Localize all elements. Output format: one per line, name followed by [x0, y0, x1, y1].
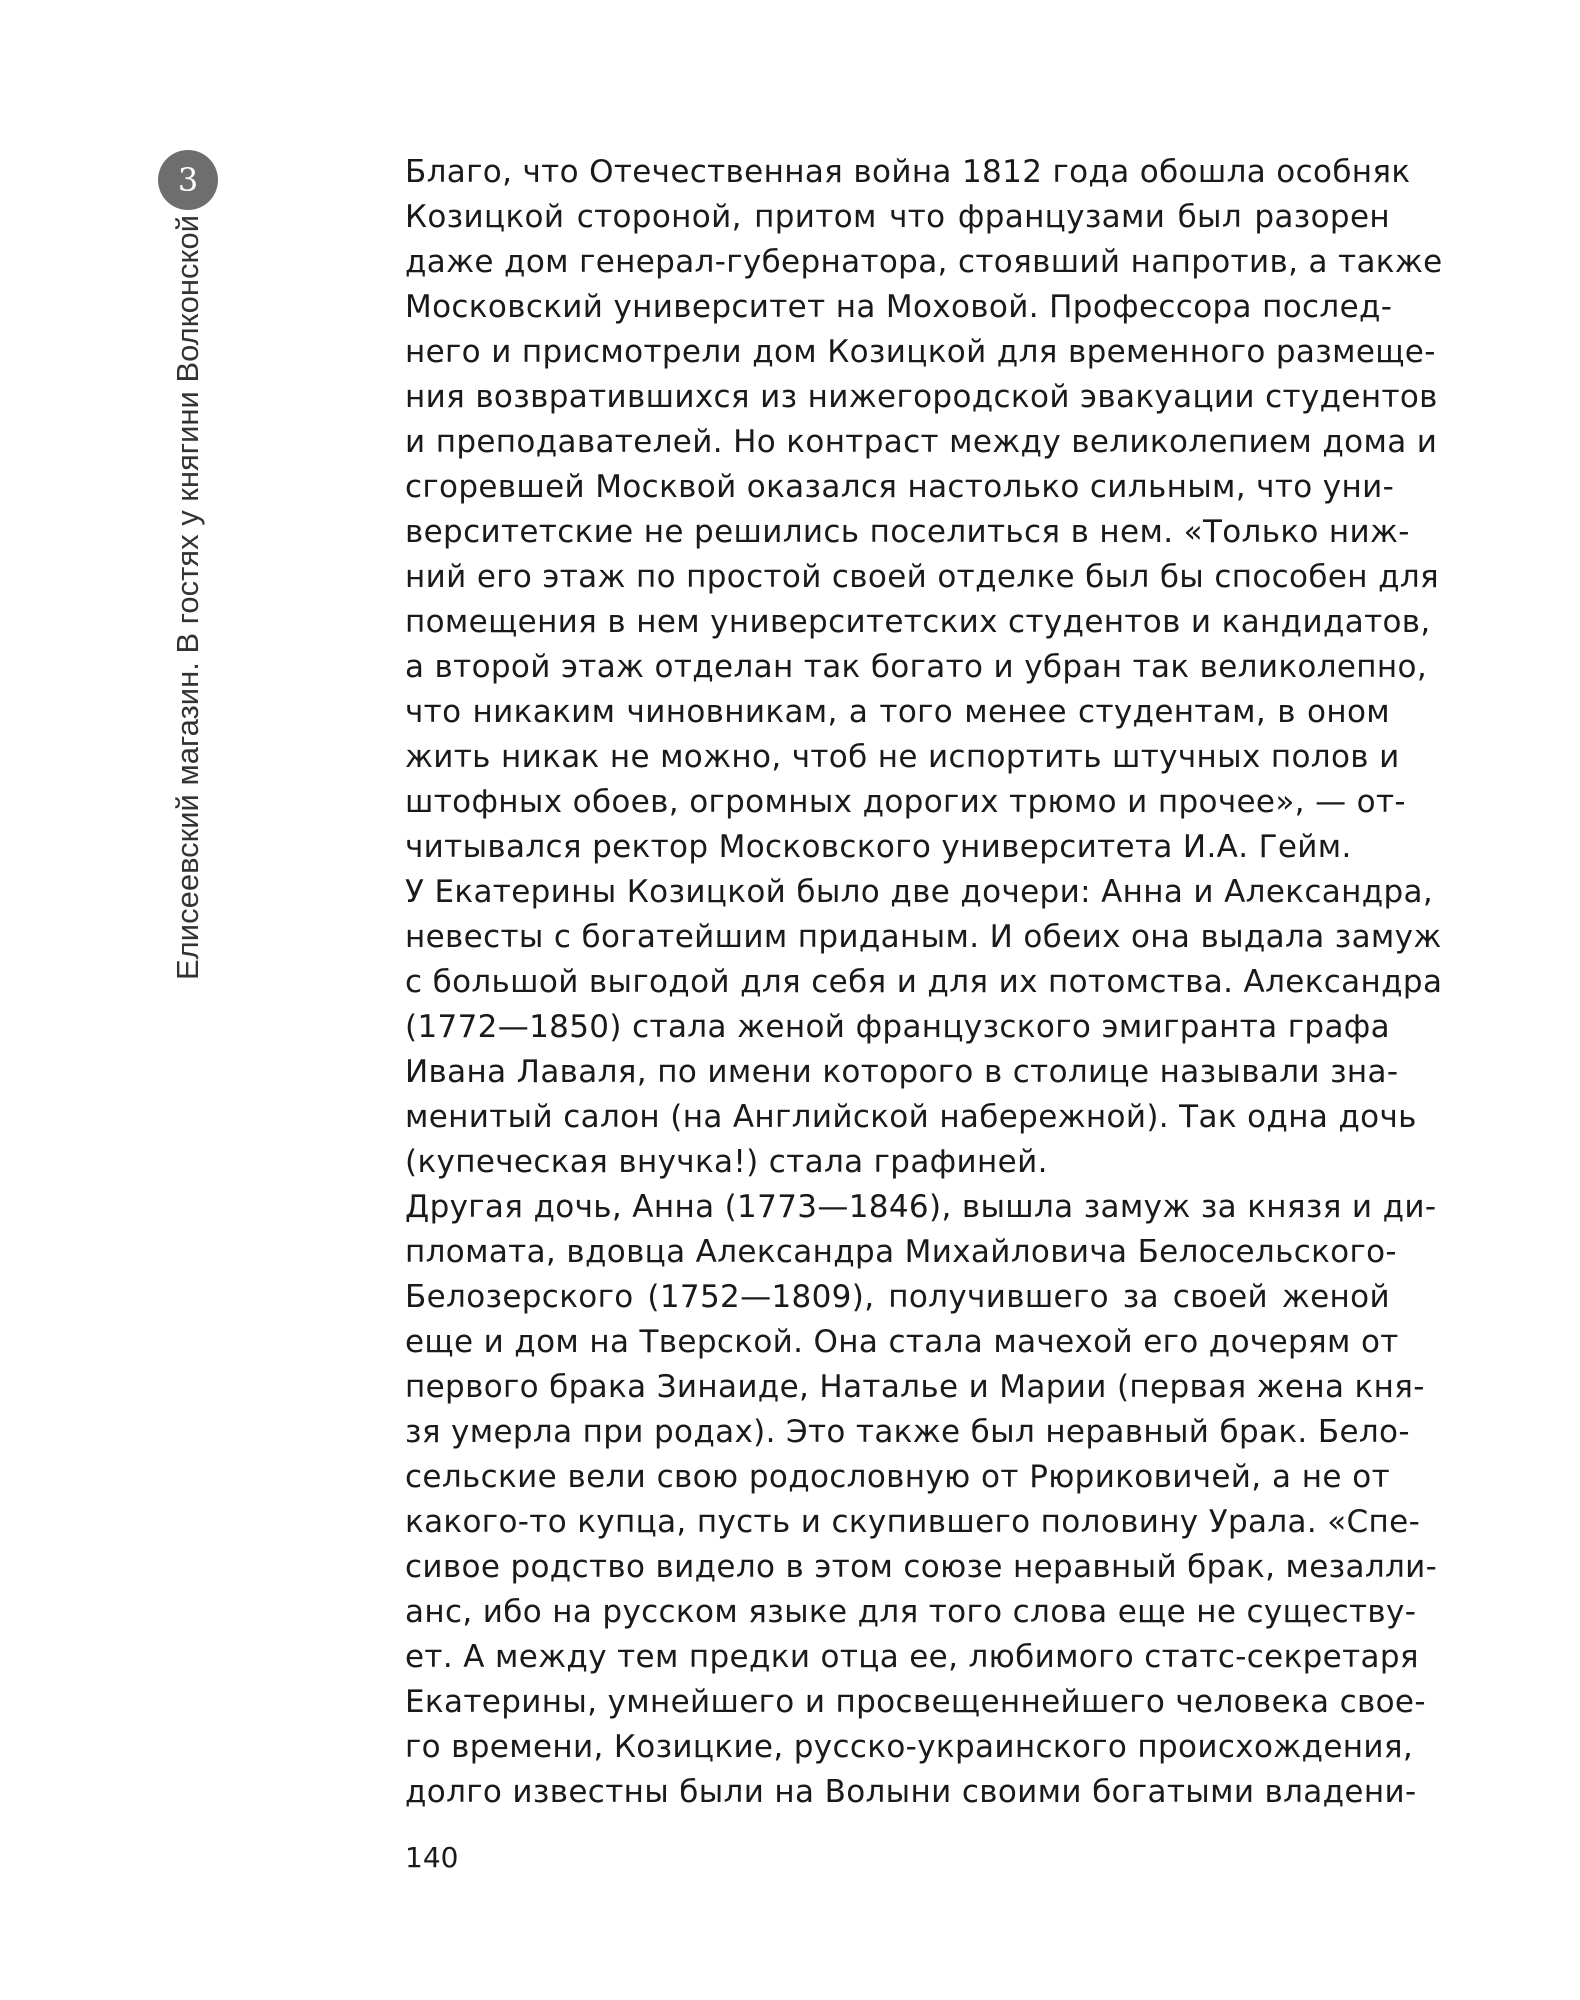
- chapter-number-badge: 3: [158, 150, 218, 210]
- text-line: зя умерла при родах). Это также был неравный брак. Бело-: [405, 1414, 1410, 1450]
- text-line: еще и дом на Тверской. Она стала мачехой его дочерям от: [405, 1324, 1399, 1360]
- text-line: сивое родство видело в этом союзе неравный брак, мезалли-: [405, 1549, 1438, 1585]
- paragraph-1: [405, 150, 1443, 870]
- running-head-title: Елисеевский магазин. В гостях у княгини Волконской: [170, 214, 205, 980]
- text-line: невесты с богатейшим приданым. И обеих она выдала замуж: [405, 919, 1442, 955]
- text-line: с большой выгодой для себя и для их потомства. Александра: [405, 964, 1443, 1000]
- page-number: 140: [405, 1841, 459, 1874]
- text-line: пломата, вдовца Александра Михайловича Белосельского-: [405, 1234, 1397, 1270]
- text-line: долго известны были на Волыни своими богатыми владени-: [405, 1774, 1417, 1810]
- text-line: Козицкой стороной, притом что французами был разорен: [405, 199, 1390, 235]
- text-line: сельские вели свою родословную от Рюриковичей, а не от: [405, 1459, 1390, 1495]
- text-line: первого брака Зинаиде, Наталье и Марии (первая жена кня-: [405, 1369, 1425, 1405]
- text-line: У Екатерины Козицкой было две дочери: Анна и Александра,: [405, 874, 1434, 910]
- text-line: штофных обоев, огромных дорогих трюмо и прочее», — от-: [405, 784, 1406, 820]
- body-text: [405, 150, 1443, 1815]
- text-line: Другая дочь, Анна (1773—1846), вышла замуж за князя и ди-: [405, 1189, 1437, 1225]
- text-line: ний его этаж по простой своей отделке был бы способен для: [405, 559, 1440, 595]
- text-line: помещения в нем университетских студентов и кандидатов,: [405, 604, 1431, 640]
- text-line: и преподавателей. Но контраст между великолепием дома и: [405, 424, 1438, 460]
- text-line: (купеческая внучка!) стала графиней.: [405, 1144, 1048, 1180]
- text-line: жить никак не можно, чтоб не испортить штучных полов и: [405, 739, 1400, 775]
- text-line: менитый салон (на Английской набережной). Так одна дочь: [405, 1099, 1417, 1135]
- text-line: (1772—1850) стала женой французского эмигранта графа: [405, 1009, 1390, 1045]
- text-line: читывался ректор Московского университета И.А. Гейм.: [405, 829, 1352, 865]
- text-line: даже дом генерал-губернатора, стоявший напротив, а также: [405, 244, 1443, 280]
- text-line: что никаким чиновникам, а того менее студентам, в оном: [405, 694, 1390, 730]
- text-line: Московский университет на Моховой. Профессора послед-: [405, 289, 1393, 325]
- text-line: Благо, что Отечественная война 1812 года обошла особняк: [405, 154, 1411, 190]
- text-line: Екатерины, умнейшего и просвещеннейшего человека свое-: [405, 1684, 1426, 1720]
- text-line: него и присмотрели дом Козицкой для временного размеще-: [405, 334, 1436, 370]
- text-line: какого-то купца, пусть и скупившего половину Урала. «Спе-: [405, 1504, 1421, 1540]
- text-line: анс, ибо на русском языке для того слова еще не существу-: [405, 1594, 1417, 1630]
- text-line: сгоревшей Москвой оказался настолько сильным, что уни-: [405, 469, 1395, 505]
- text-line: го времени, Козицкие, русско-украинского происхождения,: [405, 1729, 1414, 1765]
- text-line: ния возвратившихся из нижегородской эвакуации студентов: [405, 379, 1438, 415]
- text-line: ет. А между тем предки отца ее, любимого статс-секретаря: [405, 1639, 1419, 1675]
- text-line: верситетские не решились поселиться в нем. «Только ниж-: [405, 514, 1410, 550]
- paragraph-2: [405, 870, 1443, 1185]
- running-head-sidebar: [158, 150, 218, 980]
- text-line: Белозерского (1752—1809), получившего за своей женой: [405, 1279, 1390, 1315]
- paragraph-3: [405, 1185, 1438, 1815]
- text-line: а второй этаж отделан так богато и убран так великолепно,: [405, 649, 1428, 685]
- text-line: Ивана Лаваля, по имени которого в столице называли зна-: [405, 1054, 1399, 1090]
